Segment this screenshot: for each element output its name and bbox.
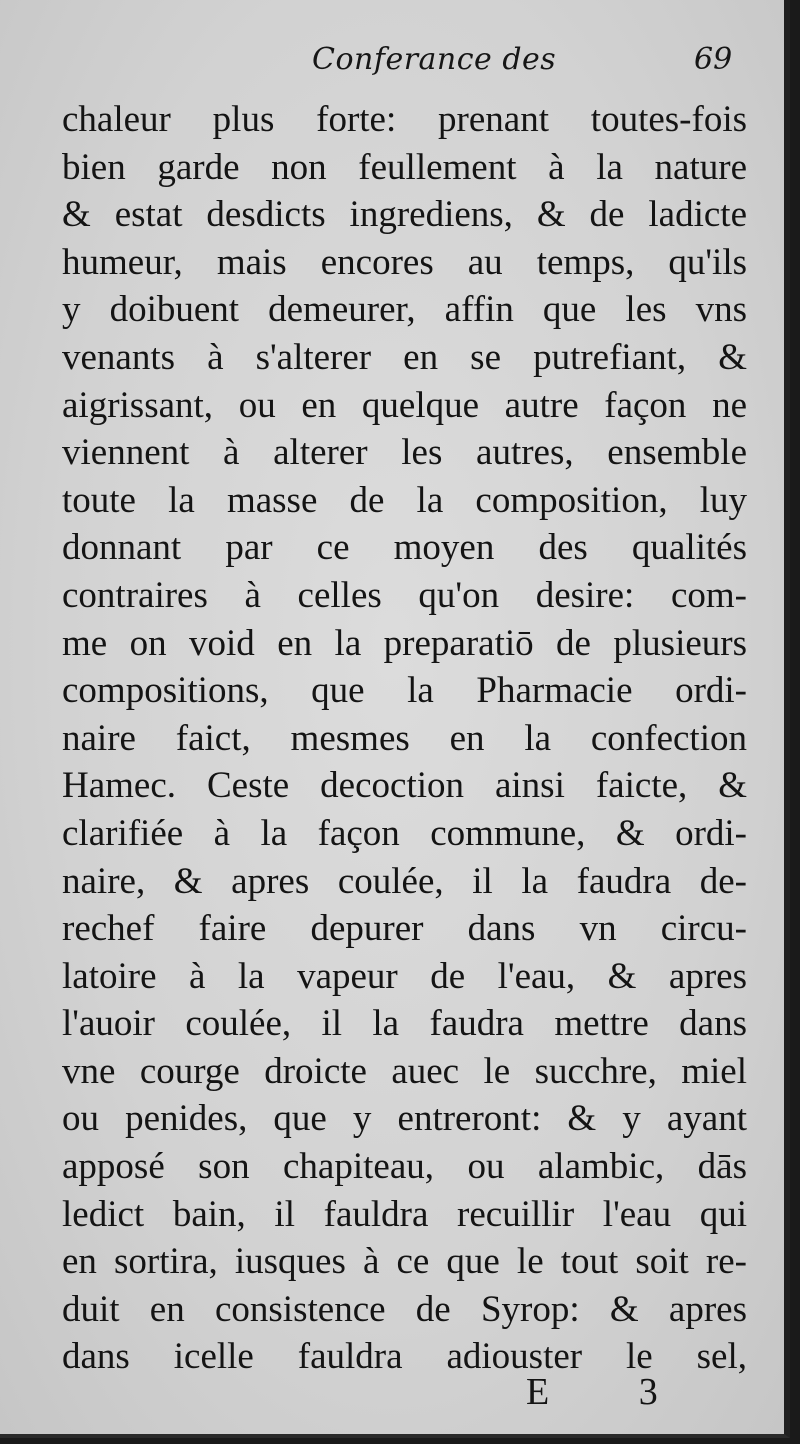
text-line: chaleur plus forte: prenant toutes-fois (62, 99, 747, 140)
text-line: humeur, mais encores au temps, qu'ils (62, 241, 747, 283)
text-line: naire faict, mesmes en la confection (62, 717, 747, 759)
text-line: contraires à celles qu'on desire: com- (62, 574, 747, 616)
text-line: duit en consistence de Syrop: & apres (62, 1288, 747, 1330)
text-line: dans icelle fauldra adiouster le sel, (62, 1336, 747, 1378)
page-number: 69 (694, 42, 733, 77)
text-line: vne courge droicte auec le succhre, miel (62, 1050, 747, 1092)
text-line: ou penides, que y entreront: & y ayant (62, 1098, 747, 1140)
text-line: & estat desdicts ingrediens, & de ladicte (62, 194, 747, 236)
text-line: rechef faire depurer dans vn circu- (62, 908, 747, 950)
text-line: aigrissant, ou en quelque autre façon ne (62, 384, 747, 426)
text-line: clarifiée à la façon commune, & ordi- (62, 812, 747, 854)
text-line: compositions, que la Pharmacie ordi- (62, 670, 747, 712)
text-line: me on void en la preparatiō de plusieurs (62, 622, 747, 664)
text-line: donnant par ce moyen des qualités (62, 527, 747, 569)
text-line: apposé son chapiteau, ou alambic, dās (62, 1146, 747, 1188)
text-line: venants à s'alterer en se putrefiant, & (62, 336, 747, 378)
text-line: naire, & apres coulée, il la faudra de- (62, 860, 747, 902)
body-text (62, 96, 747, 1381)
text-line: l'auoir coulée, il la faudra mettre dans (62, 1003, 747, 1045)
running-title: Conferance des (312, 42, 557, 77)
text-line: toute la masse de la composition, luy (62, 479, 747, 521)
signature-mark: E 3 (526, 1371, 698, 1413)
text-line: en sortira, iusques à ce que le tout soit re- (62, 1241, 747, 1283)
text-line: latoire à la vapeur de l'eau, & apres (62, 955, 747, 997)
text-line: ledict bain, il fauldra recuillir l'eau qui (62, 1193, 747, 1235)
text-line: bien garde non feullement à la nature (62, 146, 747, 188)
text-line: Hamec. Ceste decoction ainsi faicte, & (62, 765, 747, 807)
text-line: y doibuent demeurer, affin que les vns (62, 289, 747, 331)
text-line: viennent à alterer les autres, ensemble (62, 432, 747, 474)
